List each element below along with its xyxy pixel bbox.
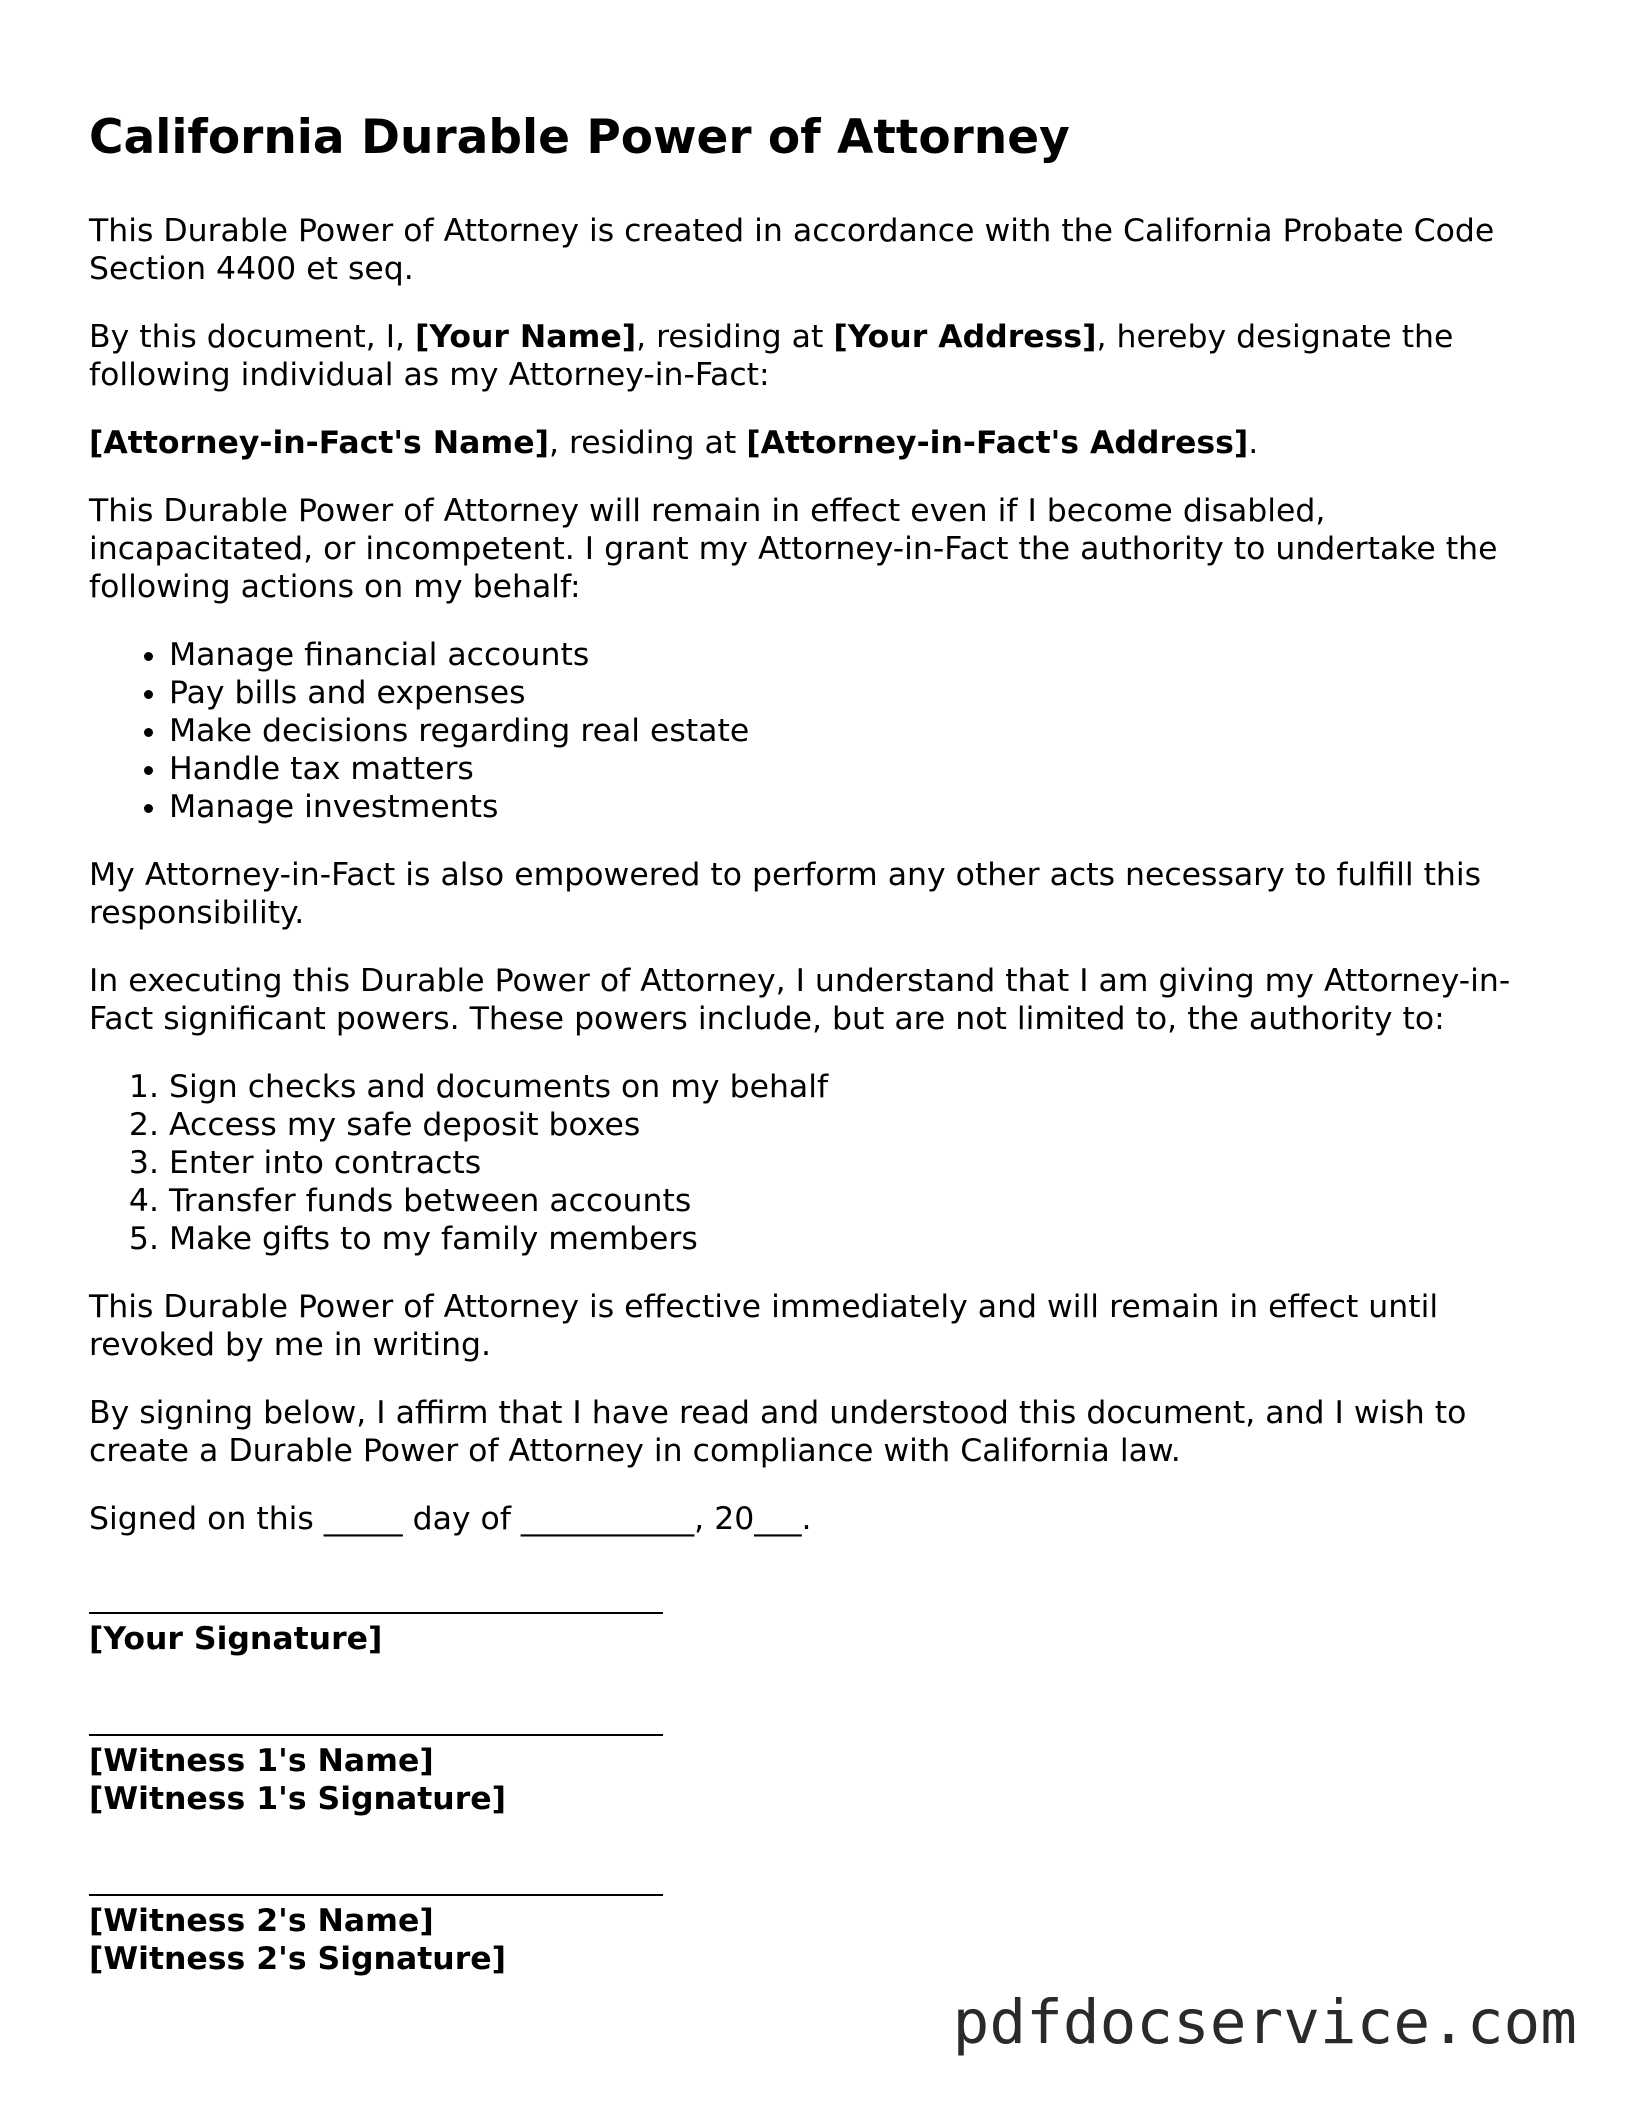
signature-line[interactable] — [89, 1582, 663, 1614]
your-address-placeholder: [Your Address] — [833, 319, 1097, 355]
list-item: • Pay bills and expenses — [169, 674, 1539, 712]
witness2-signature-label: [Witness 2's Signature] — [89, 1941, 507, 1977]
powers-intro-paragraph: In executing this Durable Power of Attorney, I understand that I am giving my Attorney-in-Fact significant powers. These powers include, but are not limited to, the authority to: — [89, 963, 1511, 1037]
witness1-signature-block — [89, 1704, 1539, 1818]
designation-paragraph — [89, 318, 1539, 394]
designation-suffix: , hereby designate the following individual as my Attorney-in-Fact: — [89, 319, 1454, 393]
list-item: • Handle tax matters — [169, 750, 1539, 788]
list-item: • Make decisions regarding real estate — [169, 712, 1539, 750]
designation-prefix: By this document, I, — [89, 319, 416, 355]
durability-paragraph: This Durable Power of Attorney will remain in effect even if I become disabled, incapacitated, or incompetent. I grant my Attorney-in-Fact the authority to undertake the following actions on my behalf: — [89, 493, 1498, 605]
witness2-signature-block — [89, 1864, 1539, 1978]
document-page — [89, 110, 1539, 1978]
affirmation-paragraph: By signing below, I affirm that I have read and understood this document, and I wish to create a Durable Power of Attorney in compliance with California law. — [89, 1395, 1467, 1469]
witness1-signature-label: [Witness 1's Signature] — [89, 1781, 507, 1817]
your-name-placeholder: [Your Name] — [415, 319, 637, 355]
signature-line[interactable] — [89, 1864, 663, 1896]
attorney-suffix: . — [1248, 425, 1259, 461]
designation-middle: , residing at — [636, 319, 834, 355]
signature-line[interactable] — [89, 1704, 663, 1736]
attorney-address-placeholder: [Attorney-in-Fact's Address] — [746, 425, 1249, 461]
attorney-name-placeholder: [Attorney-in-Fact's Name] — [89, 425, 549, 461]
other-acts-paragraph: My Attorney-in-Fact is also empowered to perform any other acts necessary to fulfill this responsibility. — [89, 857, 1482, 931]
attorney-middle: , residing at — [548, 425, 747, 461]
list-item: 5. Make gifts to my family members — [169, 1220, 1539, 1258]
intro-paragraph: This Durable Power of Attorney is created in accordance with the California Probate Code Section 4400 et seq. — [89, 213, 1495, 287]
your-signature-block — [89, 1582, 1539, 1658]
watermark-text: pdfdocservice.com — [952, 1987, 1577, 2058]
list-item: • Manage financial accounts — [169, 636, 1539, 674]
list-item: • Manage investments — [169, 788, 1539, 826]
signed-on-line: Signed on this _____ day of ___________, 20___. — [89, 1501, 812, 1537]
list-item: 3. Enter into contracts — [169, 1144, 1539, 1182]
attorney-paragraph — [89, 424, 1539, 462]
list-item: 2. Access my safe deposit boxes — [169, 1106, 1539, 1144]
list-item: 1. Sign checks and documents on my behalf — [169, 1068, 1539, 1106]
witness1-name-label: [Witness 1's Name] — [89, 1743, 434, 1779]
document-title: California Durable Power of Attorney — [89, 110, 1070, 165]
actions-list — [89, 636, 1539, 826]
powers-list — [89, 1068, 1539, 1258]
effective-paragraph: This Durable Power of Attorney is effective immediately and will remain in effect until revoked by me in writing. — [89, 1289, 1439, 1363]
your-signature-label: [Your Signature] — [89, 1621, 383, 1657]
list-item: 4. Transfer funds between accounts — [169, 1182, 1539, 1220]
witness2-name-label: [Witness 2's Name] — [89, 1903, 434, 1939]
